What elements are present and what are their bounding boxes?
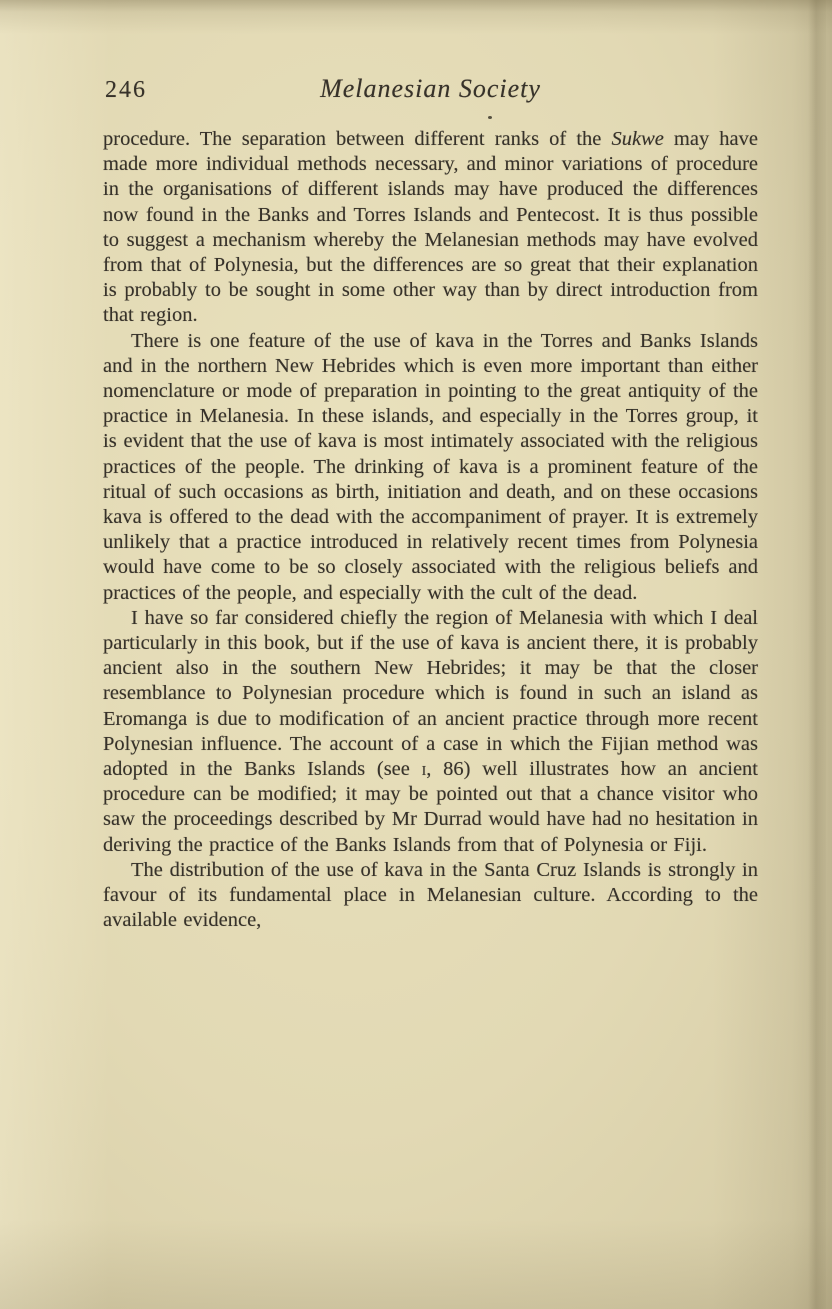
volume-reference: i — [421, 758, 427, 781]
running-title: Melanesian Society — [320, 74, 541, 103]
italic-term-sukwe: Sukwe — [611, 128, 664, 150]
paragraph-text: There is one feature of the use of kava in the Torres and Banks Islands and in the northern New Hebrides which is even more important than either nomenclature or mode of preparation in pointing to the great antiquity of the practice in Melanesia. In these islands, and especially in the Torres group, it is evident that the use of kava is most intimately associated with the religious practices of the people. The drinking of kava is a prominent feature of the ritual of such occasions as birth, initiation and death, and on these occasions kava is offered to the dead with the accompaniment of prayer. It is extremely unlikely that a practice introduced in relatively recent times from Polynesia would have come to be so closely associated with the religious beliefs and practices of the people, and especially with the cult of the dead. — [103, 329, 758, 604]
paragraph-text: I have so far considered chiefly the region of Melanesia with which I deal particularly in this book, but if the use of kava is ancient there, it is probably ancient also in the southern New Hebrides; it may be that the closer resemblance to Polynesian procedure which is found in such an island as Eromanga is due to modification of an ancient practice through more recent Polynesian influence. The account of a case in which the Fijian method was adopted in the Banks Islands (see — [103, 606, 758, 781]
paragraph-region-considered — [103, 606, 758, 858]
paragraph-text: may have made more individual methods necessary, and minor variations of procedure in the organisations of different islands may have produced the differences now found in the Banks and Torres Islands and Pentecost. It is thus possible to suggest a mechanism whereby the Melanesian methods may have evolved from that of Polynesia, but the differences are so great that their explanation is probably to be sought in some other way than by direct introduction from that region. — [103, 128, 758, 327]
paragraph-kava-feature — [103, 329, 758, 606]
paragraph-continuation — [103, 127, 758, 329]
page-number: 246 — [105, 77, 147, 103]
paragraph-santa-cruz — [103, 858, 758, 934]
running-head — [103, 74, 758, 106]
paragraph-text: procedure. The separation between different ranks of the — [103, 128, 612, 150]
page-text-block — [103, 127, 758, 934]
ink-speck — [488, 116, 492, 119]
paragraph-text: , 86) well illustrates how an ancient procedure can be modified; it may be pointed out that a chance visitor who saw the proceedings described by Mr Durrad would have had no hesitation in deriving the practice of the Banks Islands from that of Polynesia or Fiji. — [103, 758, 758, 856]
paragraph-text: The distribution of the use of kava in the Santa Cruz Islands is strongly in favour of its fundamental place in Melanesian culture. According to the available evidence, — [103, 858, 758, 932]
